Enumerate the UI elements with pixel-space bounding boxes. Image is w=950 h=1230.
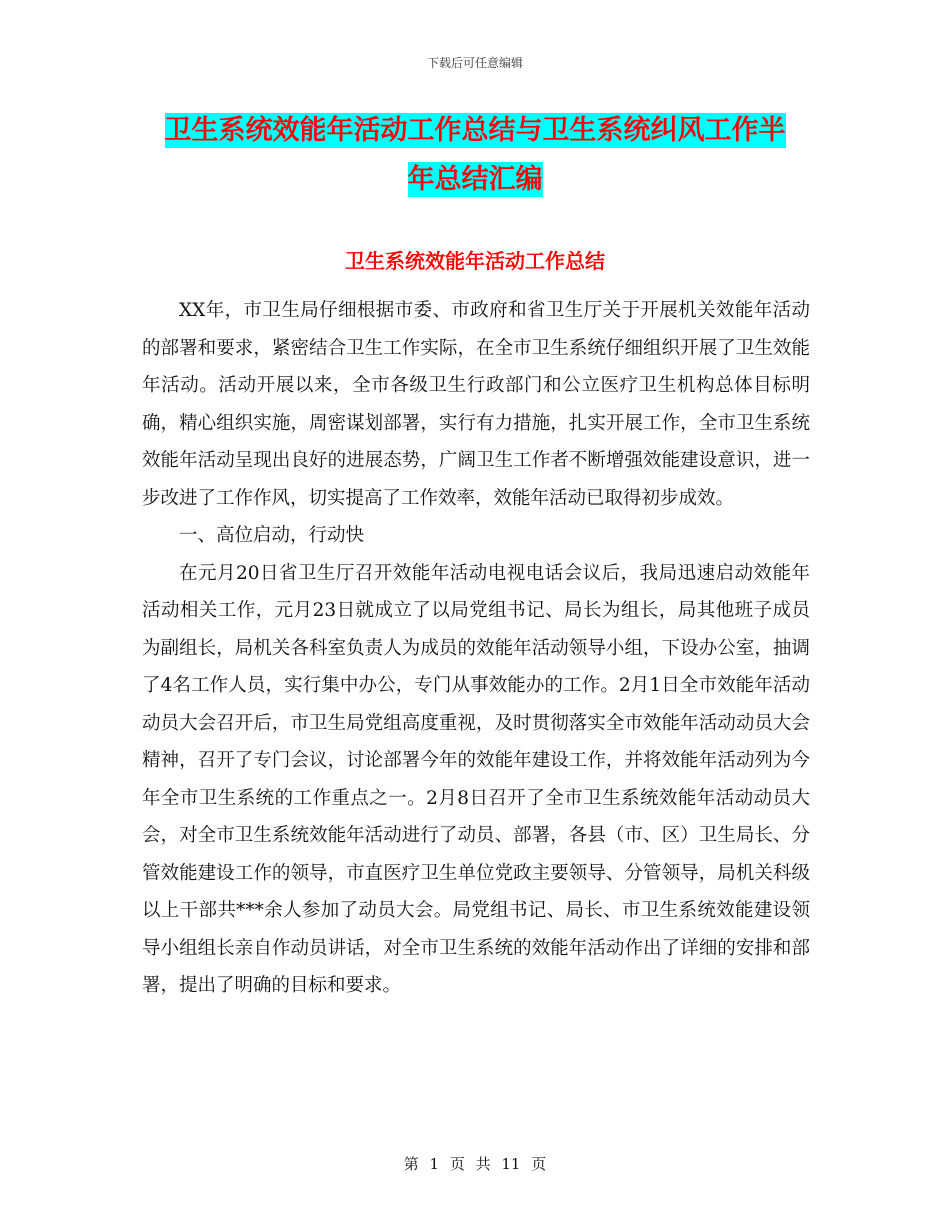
page-footer: 第 1 页 共 11 页: [403, 1155, 547, 1173]
paragraph-intro: XX年，市卫生局仔细根据市委、市政府和省卫生厅关于开展机关效能年活动的部署和要求，紧密结合卫生工作实际，在全市卫生系统仔细组织开展了卫生效能年活动。活动开展以来，全市各级卫生行政部门和公立医疗卫生机构总体目标明确，精心组织实施，周密谋划部署，实行有力措施，扎实开展工作，全市卫生系统效能年活动呈现出良好的进展态势，广阔卫生工作者不断增强效能建设意识，进一步改进了工作作风，切实提高了工作效率，效能年活动已取得初步成效。: [142, 300, 810, 509]
document-title: [140, 106, 810, 204]
paragraph-heading: 一、高位启动，行动快: [179, 525, 365, 546]
body-text: [142, 292, 810, 1005]
section-title: 卫生系统效能年活动工作总结: [345, 249, 605, 273]
document-title-line2: 年总结汇编: [407, 164, 543, 195]
header-note: 下载后可任意编辑: [426, 56, 523, 70]
document-title-line1: 卫生系统效能年活动工作总结与卫生系统纠风工作半: [164, 115, 786, 146]
paragraph-body: 在元月20日省卫生厅召开效能年活动电视电话会议后，我局迅速启动效能年活动相关工作，元月23日就成立了以局党组书记、局长为组长，局其他班子成员为副组长，局机关各科室负责人为成员的效能年活动领导小组，下设办公室，抽调了4名工作人员，实行集中办公，专门从事效能办的工作。2月1日全市效能年活动动员大会召开后，市卫生局党组高度重视，及时贯彻落实全市效能年活动动员大会精神，召开了专门会议，讨论部署今年的效能年建设工作，并将效能年活动列为今年全市卫生系统的工作重点之一。2月8日召开了全市卫生系统效能年活动动员大会，对全市卫生系统效能年活动进行了动员、部署，各县（市、区）卫生局长、分管效能建设工作的领导，市直医疗卫生单位党政主要领导、分管领导，局机关科级以上干部共***余人参加了动员大会。局党组书记、局长、市卫生系统效能建设领导小组组长亲自作动员讲话，对全市卫生系统的效能年活动作出了详细的安排和部署，提出了明确的目标和要求。: [142, 562, 810, 996]
